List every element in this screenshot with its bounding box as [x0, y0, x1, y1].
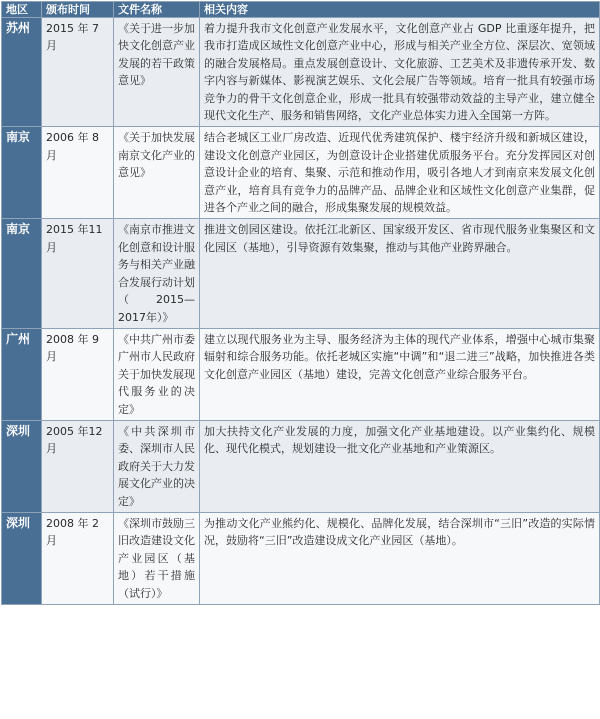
row-content: 建立以现代服务业为主导、服务经济为主体的现代产业体系，增强中心城市集聚辐射和综合服务功能。依托老城区实施“中调”和“退二进三”战略，加快推进各类文化创意产业园区（基地）建设，完善文化创意产业综合服务平台。: [200, 328, 600, 420]
row-region: 苏州: [2, 18, 42, 127]
header-date: 颁布时间: [42, 2, 114, 18]
row-doc-title: 《关于进一步加快文化创意产业发展的若干政策意见》: [114, 18, 200, 127]
row-content: 推进文创园区建设。依托江北新区、国家级开发区、省市现代服务业集聚区和文化园区（基地），引导资源有效集聚，推动与其他产业跨界融合。: [200, 219, 600, 328]
header-region: 地区: [2, 2, 42, 18]
row-doc-title: 《关于加快发展南京文化产业的意见》: [114, 127, 200, 219]
row-date: 2015 年 7 月: [42, 18, 114, 127]
row-region: 南京: [2, 127, 42, 219]
row-doc-title: 《南京市推进文化创意和设计服务与相关产业融合发展行动计划（2015—2017年）》: [114, 219, 200, 328]
row-doc-title: 《中共广州市委广州市人民政府关于加快发展现代服务业的决定》: [114, 328, 200, 420]
row-region: 深圳: [2, 512, 42, 604]
row-date: 2006 年 8 月: [42, 127, 114, 219]
row-content: 结合老城区工业厂房改造、近现代优秀建筑保护、楼宇经济升级和新城区建设，建设文化创意产业园区，为创意设计企业搭建优质服务平台。充分发挥园区对创意设计企业的培育、集聚、示范和推动作用，吸引各地人才到南京来发展文化创意产业，培育具有竞争力的品牌产品、品牌企业和区域性文化创意产业集群，促进各个产业之间的融合，形成集聚发展的规模效益。: [200, 127, 600, 219]
header-doc: 文件名称: [114, 2, 200, 18]
row-region: 南京: [2, 219, 42, 328]
table-row: [2, 18, 600, 127]
row-region: 广州: [2, 328, 42, 420]
row-content: 着力提升我市文化创意产业发展水平，文化创意产业占 GDP 比重逐年提升，把我市打造成区域性文化创意产业中心，形成与相关产业全方位、深层次、宽领域的融合发展格局。重点发展创意设计、文化旅游、工艺美术及非遗传承开发、数字内容与新媒体、影视演艺娱乐、文化会展广告等领域。培育一批具有较强市场竞争力的骨干文化创意企业，形成一批具有较强带动效益的主导产业，建立健全现代文化生产、服务和销售网络，文化产业总体实力进入全国第一方阵。: [200, 18, 600, 127]
policy-table: [1, 1, 600, 605]
row-date: 2015 年11 月: [42, 219, 114, 328]
row-doc-title: 《深圳市鼓励三旧改造建设文化产业园区（基地）若干措施（试行）》: [114, 512, 200, 604]
table-row: [2, 219, 600, 328]
table-header-row: [2, 2, 600, 18]
table-row: [2, 328, 600, 420]
table-row: [2, 512, 600, 604]
table-row: [2, 127, 600, 219]
row-date: 2008 年 9 月: [42, 328, 114, 420]
table-row: [2, 420, 600, 512]
row-content: 加大扶持文化产业发展的力度，加强文化产业基地建设。以产业集约化、规模化、现代化模式，规划建设一批文化产业基地和产业策源区。: [200, 420, 600, 512]
row-region: 深圳: [2, 420, 42, 512]
row-date: 2005 年12 月: [42, 420, 114, 512]
row-content: 为推动文化产业熊约化、规模化、品牌化发展，结合深圳市“三旧”改造的实际情况，鼓励将“三旧”改造建设成文化产业园区（基地）。: [200, 512, 600, 604]
row-doc-title: 《中共深圳市委、深圳市人民政府关于大力发展文化产业的决定》: [114, 420, 200, 512]
header-content: 相关内容: [200, 2, 600, 18]
row-date: 2008 年 2 月: [42, 512, 114, 604]
